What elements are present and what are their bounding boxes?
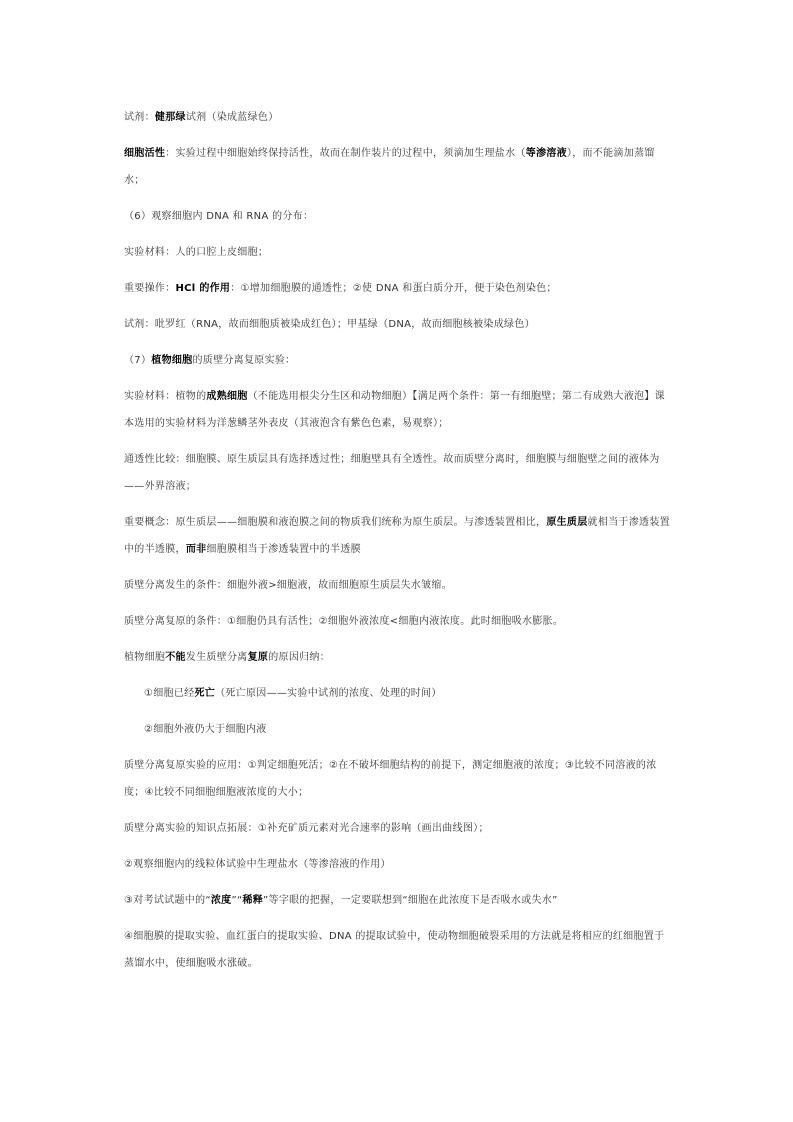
bold-text-run: 不能 <box>165 652 186 663</box>
paragraph <box>124 680 672 707</box>
bold-text-run: 浓度 <box>210 895 232 906</box>
bold-text-run: 等渗溶液 <box>525 148 567 159</box>
text-run: 就相当于渗透装置中的半透膜， <box>124 517 670 555</box>
text-run: 质壁分离实验的知识点拓展：①补充矿质元素对光合速率的影响（画出曲线图）； <box>124 823 489 834</box>
paragraph <box>124 275 672 302</box>
text-run: 试剂： <box>124 112 155 123</box>
text-run: 实验材料：人的口腔上皮细胞； <box>124 247 269 258</box>
text-run: ①细胞已经 <box>144 688 195 699</box>
paragraph <box>124 572 672 599</box>
bold-text-run: 稀释 <box>242 895 264 906</box>
paragraph <box>124 752 672 806</box>
paragraph <box>124 815 672 842</box>
text-run: （6）观察细胞内 DNA 和 RNA 的分布： <box>124 211 314 222</box>
text-run: 重要概念：原生质层——细胞膜和液泡膜之间的物质我们统称为原生质层。与渗透装置相比， <box>124 517 547 528</box>
text-run: 细胞膜相当于渗透装置中的半透膜 <box>206 544 361 555</box>
bold-text-run: 健那绿 <box>154 112 186 123</box>
text-run: （不能选用根尖分生区和动物细胞）【满足两个条件：第一有细胞壁；第二有成熟大液泡】课本选用的实验材料为洋葱鳞茎外表皮（其液泡含有紫色色素，易观察）； <box>124 391 665 429</box>
text-run: ：实验过程中细胞始终保持活性，故而在制作装片的过程中，须滴加生理盐水（ <box>165 148 526 159</box>
bold-text-run: 成熟细胞 <box>206 391 248 402</box>
paragraph <box>124 509 672 563</box>
text-run: 植物细胞 <box>124 652 166 663</box>
text-run: ），而不能滴加蒸馏水； <box>124 148 655 186</box>
paragraph <box>124 311 672 338</box>
text-run: 的质壁分离复原实验： <box>192 355 296 366</box>
text-run: ③对考试试题中的“ <box>124 895 211 906</box>
paragraph <box>124 716 672 743</box>
text-run: 质壁分离发生的条件：细胞外液>细胞液，故而细胞原生质层失水皱缩。 <box>124 580 452 591</box>
paragraph <box>124 104 672 131</box>
bold-text-run: HCl 的作用 <box>175 283 231 294</box>
text-run: （死亡原因——实验中试剂的浓度、处理的时间） <box>215 688 442 699</box>
bold-text-run: 原生质层 <box>546 517 588 528</box>
text-run: ②观察细胞内的线粒体试验中生理盐水（等渗溶液的作用） <box>124 859 391 870</box>
text-run: ”“ <box>231 895 243 906</box>
text-run: 的原因归纳： <box>268 652 331 663</box>
text-run: ：①增加细胞膜的通透性；②使 DNA 和蛋白质分开，便于染色剂染色； <box>230 283 557 294</box>
text-run: ②细胞外液仍大于细胞内液 <box>144 724 267 735</box>
paragraph <box>124 383 672 437</box>
paragraph <box>124 851 672 878</box>
text-run: ”等字眼的把握，一定要联想到“细胞在此浓度下是否吸水或失水” <box>263 895 558 906</box>
paragraph <box>124 923 672 977</box>
paragraph <box>124 140 672 194</box>
bold-text-run: 死亡 <box>194 688 216 699</box>
bold-text-run: 复原 <box>247 652 269 663</box>
text-run: 重要操作： <box>124 283 176 294</box>
document-body <box>124 104 672 986</box>
paragraph <box>124 887 672 914</box>
text-run: 质壁分离复原的条件：①细胞仍具有活性；②细胞外液浓度<细胞内液浓度。此时细胞吸水膨胀。 <box>124 616 564 627</box>
text-run: 试剂（染成蓝绿色） <box>185 112 279 123</box>
paragraph <box>124 347 672 374</box>
text-run: （7） <box>124 355 152 366</box>
paragraph <box>124 644 672 671</box>
paragraph <box>124 446 672 500</box>
text-run: 发生质壁分离 <box>185 652 248 663</box>
paragraph <box>124 203 672 230</box>
text-run: ④细胞膜的提取实验、血红蛋白的提取实验、DNA 的提取试验中，使动物细胞破裂采用的方法就是将相应的红细胞置于蒸馏水中，使细胞吸水涨破。 <box>124 931 665 969</box>
text-run: 实验材料：植物的 <box>124 391 207 402</box>
bold-text-run: 植物细胞 <box>151 355 193 366</box>
text-run: 通透性比较：细胞膜、原生质层具有选择透过性；细胞壁具有全透性。故而质壁分离时，细胞膜与细胞壁之间的液体为——外界溶液； <box>124 454 660 492</box>
text-run: 试剂：吡罗红（RNA，故而细胞质被染成红色）；甲基绿（DNA，故而细胞核被染成绿色） <box>124 319 535 330</box>
text-run: 质壁分离复原实验的应用：①判定细胞死活；②在不破坏细胞结构的前提下，测定细胞液的浓度；③比较不同溶液的浓度；④比较不同细胞细胞液浓度的大小； <box>124 760 657 798</box>
bold-text-run: 而非 <box>185 544 207 555</box>
bold-text-run: 细胞活性 <box>124 148 166 159</box>
paragraph <box>124 239 672 266</box>
paragraph <box>124 608 672 635</box>
